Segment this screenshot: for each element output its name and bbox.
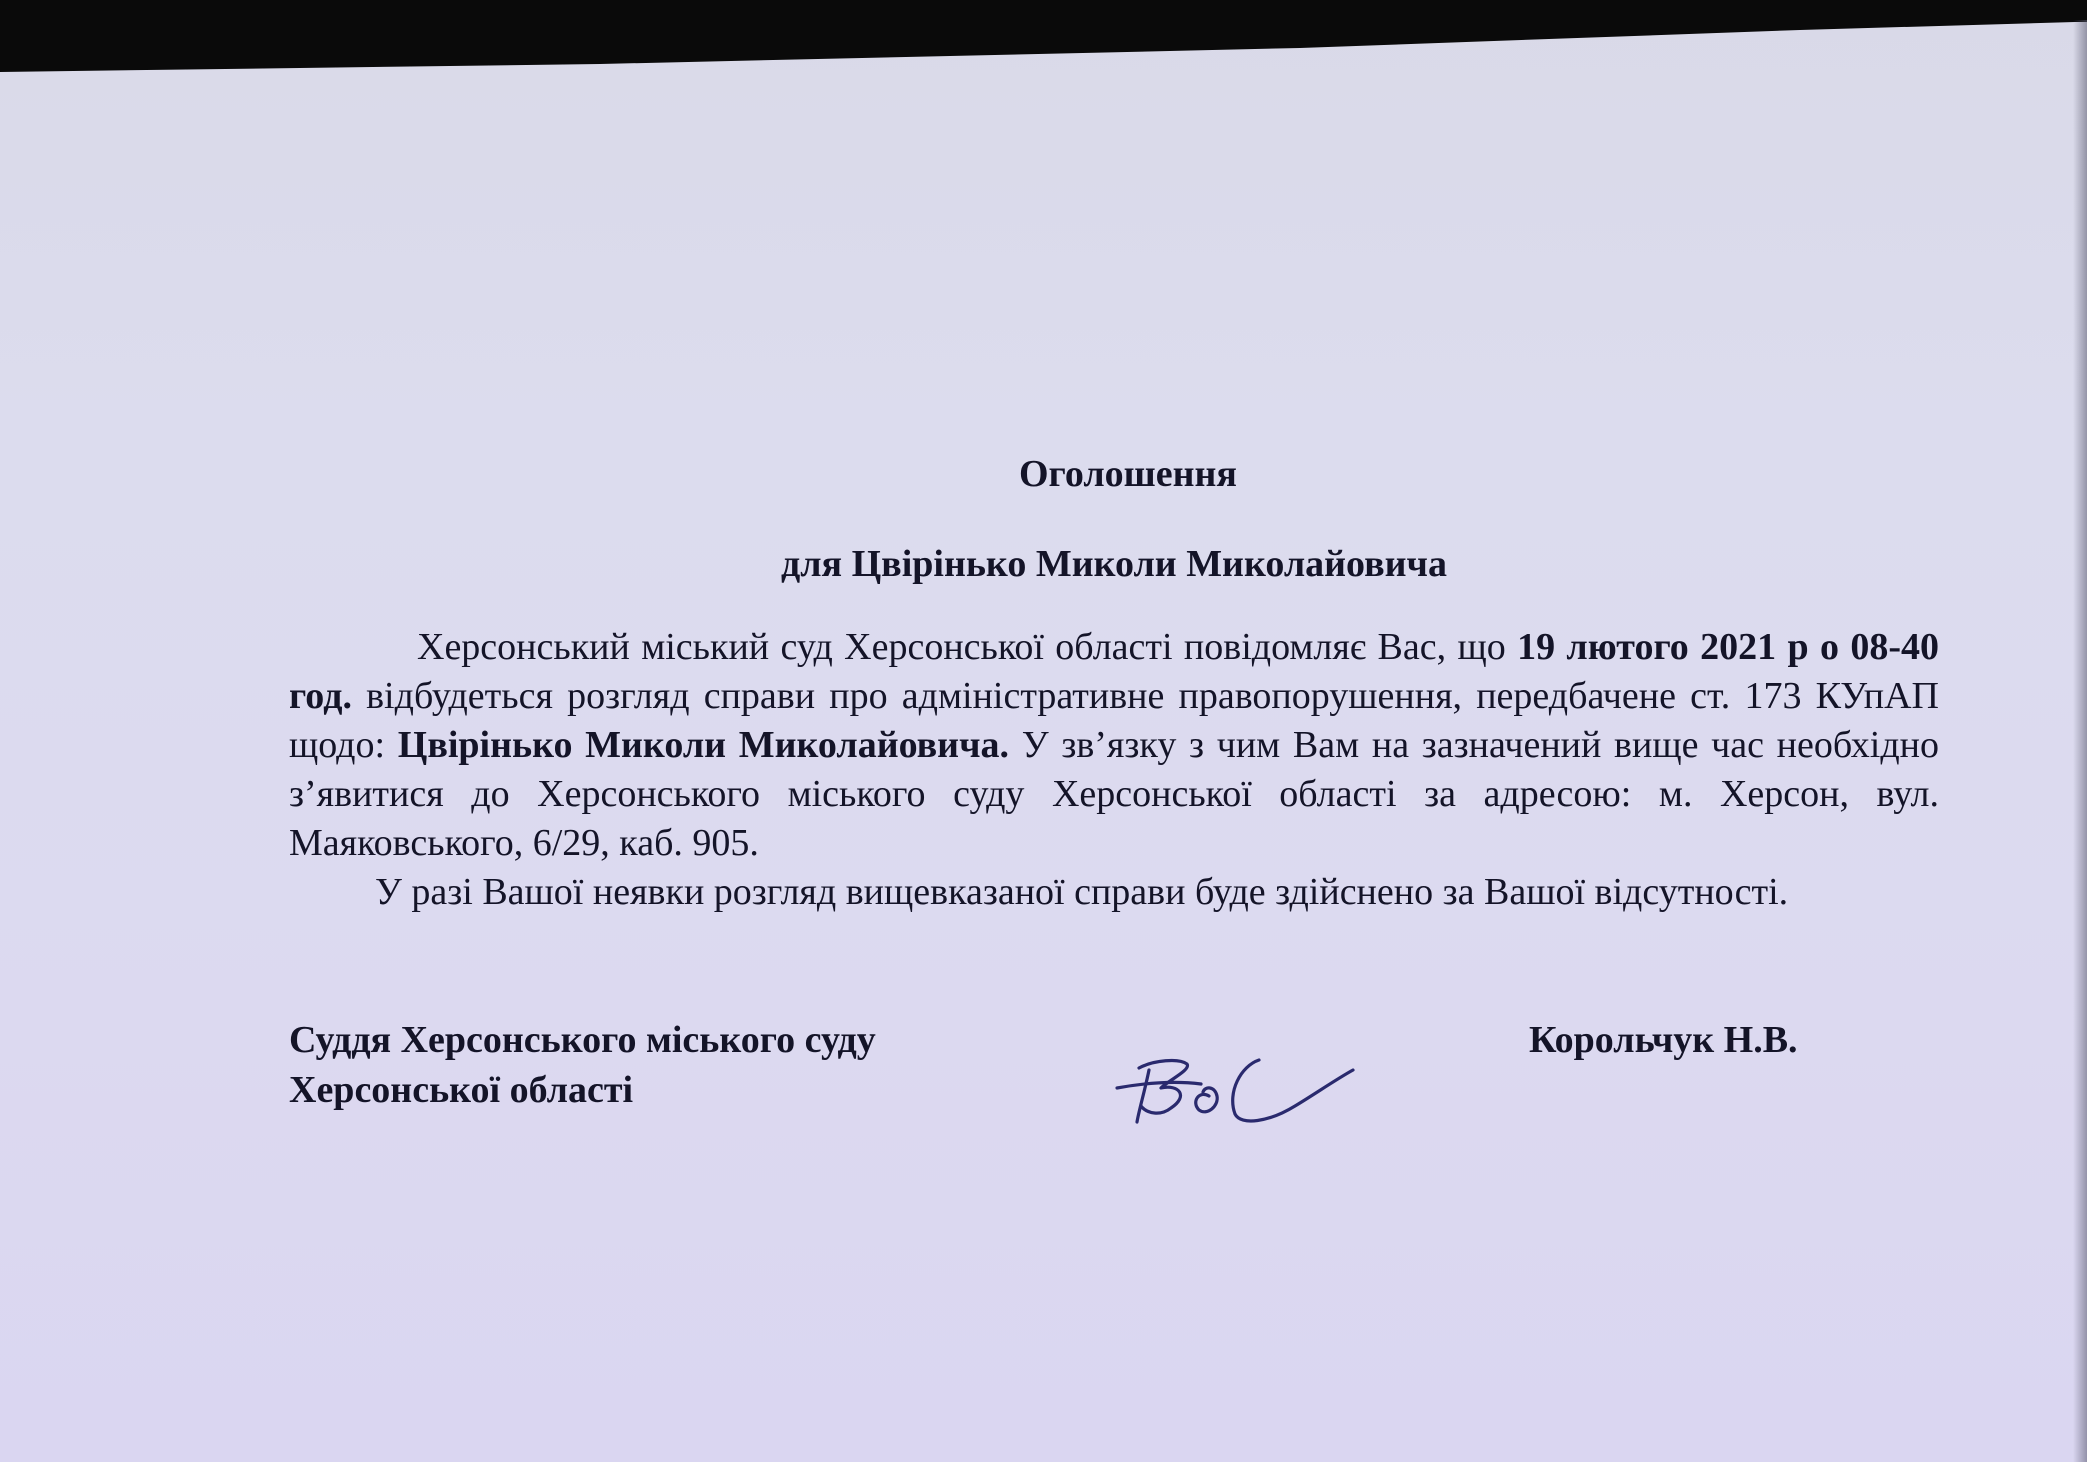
notice-title: Оголошення xyxy=(1019,453,1237,495)
hearing-datetime: 19 лютого 2021 р о 08-40 год. xyxy=(289,626,1939,717)
signatory-name: Корольчук Н.В. xyxy=(1529,1019,1798,1061)
paragraph-1-intro: Херсонський міський суд Херсонської області повідомляє Вас, що xyxy=(417,626,1518,668)
paragraph-1-middle: відбудеться розгляд справи про адміністративне правопорушення, передбачене ст. 173 КУпАП щодо: xyxy=(289,675,1939,766)
signatory-position-line-1: Суддя Херсонського міського суду xyxy=(289,1019,876,1061)
notice-addressee: для Цвірінько Миколи Миколайовича xyxy=(781,543,1447,585)
signatory-position xyxy=(289,1015,876,1115)
defendant-name: Цвірінько Миколи Миколайовича. xyxy=(397,724,1010,766)
paper-edge-shadow xyxy=(2073,20,2087,1462)
notice-paragraph-1 xyxy=(289,623,1939,868)
notice-paragraph-2: У разі Вашої неявки розгляд вищевказаної справи буде здійснено за Вашої відсутності. xyxy=(375,871,1789,913)
handwritten-signature xyxy=(1109,1040,1359,1160)
paragraph-1-rest: У зв’язку з чим Вам на зазначений вище час необхідно з’явитися до Херсонського міського суду Херсонської області за адресою: м. Херсон, вул. Маяковського, 6/29, каб. 905. xyxy=(289,724,1939,864)
signatory-position-line-2: Херсонської області xyxy=(289,1069,634,1111)
